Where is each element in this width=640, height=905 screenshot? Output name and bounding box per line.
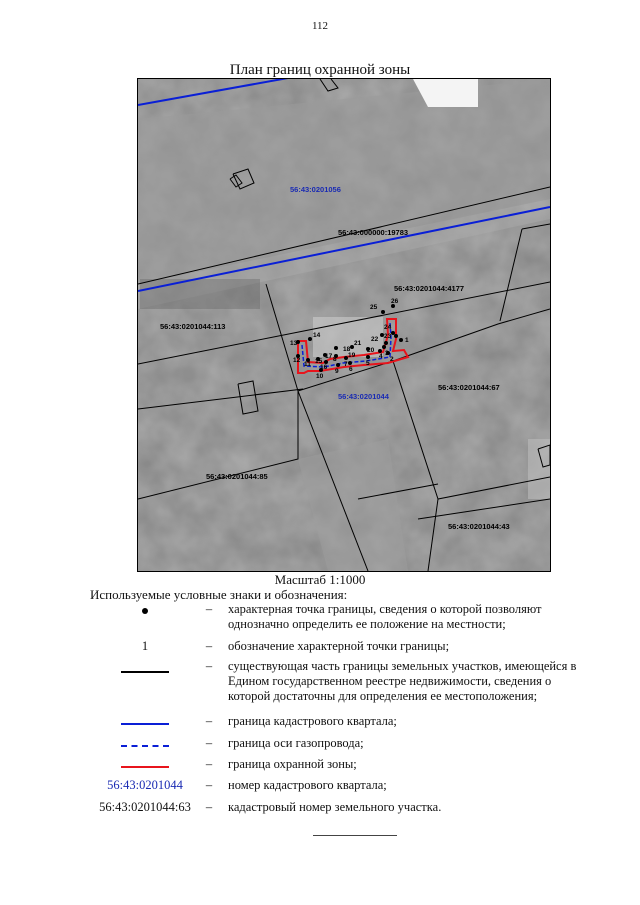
legend-text: характерная точка границы, сведения о которой позволяют однозначно определить ее положение на местности;	[228, 602, 542, 631]
point-number-label: 26	[391, 298, 399, 305]
point-number-label: 12	[293, 357, 301, 364]
legend-dash: –	[205, 639, 213, 653]
legend-dash: –	[205, 800, 213, 814]
parcel-label: 56:43:0201044:4177	[394, 284, 465, 293]
legend-text: граница охранной зоны;	[228, 757, 357, 771]
legend-text: кадастровый номер земельного участка.	[228, 800, 442, 814]
legend-dash: –	[205, 659, 213, 673]
legend-dash: –	[205, 602, 213, 616]
parcel-label: 56:43:0201044:43	[448, 522, 510, 531]
point-number-label: 5	[366, 360, 370, 367]
point-number-label: 19	[348, 352, 356, 359]
point-number-label: 22	[371, 336, 379, 343]
blue-line-symbol	[90, 714, 200, 729]
point-number-label: 21	[354, 340, 362, 347]
legend-text: номер кадастрового квартала;	[228, 778, 387, 792]
legend-dash: –	[205, 714, 213, 728]
point-number-label: 16	[320, 364, 328, 371]
parcel-label: 56:43:000000:19783	[338, 228, 409, 237]
parcel-label: 56:43:0201044:85	[206, 472, 268, 481]
point-number-label: 13	[290, 340, 298, 347]
legend-heading: Используемые условные знаки и обозначения:	[90, 587, 348, 602]
legend-text: обозначение характерной точки границы;	[228, 639, 450, 653]
parcel-label: 56:43:0201044:67	[438, 383, 500, 392]
parcel-label: 56:43:0201044:113	[160, 322, 226, 331]
red-line-symbol	[90, 757, 200, 772]
page-number: 112	[311, 20, 329, 32]
legend-dash: –	[205, 757, 213, 771]
point-number-label: 1	[405, 337, 409, 344]
legend-text: граница оси газопровода;	[228, 736, 364, 750]
point-number-label: 24	[384, 324, 392, 331]
point-number-label: 15	[315, 358, 323, 365]
point-number-label: 25	[370, 304, 378, 311]
map-scale: Масштаб 1:1000	[274, 572, 366, 587]
point-number-label: 18	[343, 346, 351, 353]
point-number-label: 3	[385, 350, 389, 357]
plan-title: План границ охранной зоны	[229, 62, 411, 78]
point-number-label: 11	[304, 361, 311, 368]
point-number-label: 17	[325, 353, 333, 360]
blue-dashed-line-symbol	[90, 736, 200, 751]
footer-divider	[313, 835, 397, 836]
point-number-label: 4	[379, 353, 383, 360]
cadastral-map	[138, 79, 550, 571]
legend-text: граница кадастрового квартала;	[228, 714, 397, 728]
quarter-number-symbol: 56:43:0201044	[107, 778, 183, 792]
quarter-label: 56:43:0201044	[338, 392, 389, 401]
point-number-label: 23	[384, 333, 392, 340]
point-number-label: 6	[349, 366, 353, 373]
legend-text: существующая часть границы земельных участков, имеющейся в Едином государственном реестре недвижимости, сведения о которой достаточны для определения ее местоположения;	[228, 659, 577, 703]
parcel-number-symbol: 56:43:0201044:63	[99, 800, 191, 814]
point-number-label: 9	[335, 368, 339, 375]
point-dot-symbol	[90, 602, 200, 618]
map-frame	[137, 78, 551, 572]
point-number-label: 7	[344, 361, 348, 368]
point-number-label: 8	[333, 356, 337, 363]
legend-dash: –	[205, 778, 213, 792]
tree-line	[140, 279, 260, 309]
point-number-label: 20	[367, 347, 375, 354]
quarter-label: 56:43:0201056	[290, 185, 341, 194]
shed	[528, 439, 550, 499]
black-line-symbol	[90, 659, 200, 677]
point-number-symbol: 1	[141, 639, 149, 653]
point-number-label: 14	[313, 332, 321, 339]
legend-dash: –	[205, 736, 213, 750]
point-number-label: 2	[390, 356, 394, 363]
point-number-label: 10	[316, 373, 324, 380]
